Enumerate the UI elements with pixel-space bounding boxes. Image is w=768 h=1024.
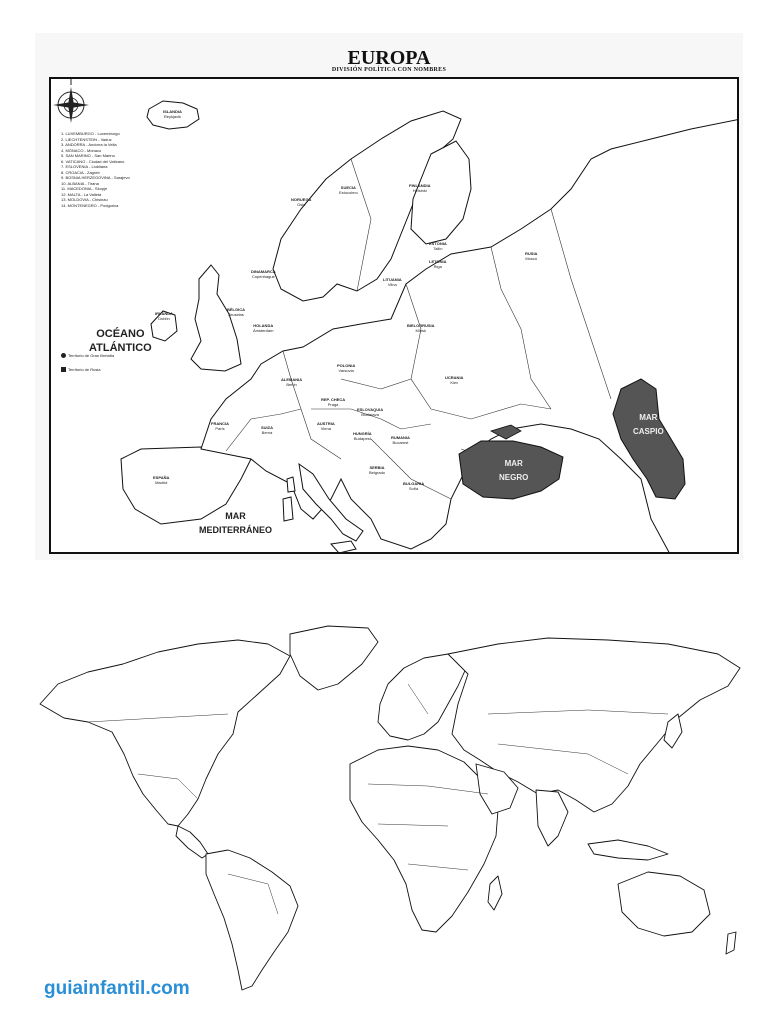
- country-label: POLONIA Varsovia: [337, 363, 356, 373]
- key-uk-territory: Territorio de Gran Bretaña: [61, 353, 114, 358]
- legend-item: 6. VATICANO - Ciudad del Vaticano: [61, 158, 125, 164]
- legend-item: 10. ALBANIA - Tirana: [61, 180, 99, 186]
- legend-item: 7. ESLOVENIA - Liubliana: [61, 164, 108, 169]
- country-label: ISLANDIA Reykjavik: [163, 109, 182, 119]
- country-label: REP. CHECA Praga: [321, 397, 346, 407]
- country-label: LETONIA Riga: [429, 259, 447, 269]
- country-label: SUECIA Estocolmo: [339, 185, 358, 195]
- map-subtitle: DIVISIÓN POLÍTICA CON NOMBRES: [331, 67, 447, 73]
- country-label: BÉLGICA Bruselas: [227, 307, 245, 317]
- great-britain-shape: [191, 265, 241, 371]
- country-label: ESPAÑA Madrid: [153, 475, 170, 485]
- small-countries-legend: [61, 131, 130, 208]
- sardinia-shape: [283, 497, 293, 521]
- country-label: ESLOVAQUIA Bratislava: [357, 407, 384, 417]
- mediterranean-sea-label: MAR MEDITERRÁNEO: [199, 511, 273, 535]
- country-label: ALEMANIA Berlín: [281, 377, 303, 387]
- greenland-shape: [290, 626, 378, 690]
- country-label: NORUEGA Oslo: [291, 197, 312, 207]
- country-label: ESTONIA Tallin: [429, 241, 447, 251]
- country-label: HOLANDA Ámsterdam: [253, 323, 274, 333]
- caspian-sea-label: MAR CASPIO: [633, 413, 664, 436]
- legend-item: 1. LUXEMBURGO - Luxemburgo: [61, 131, 120, 136]
- country-label: DINAMARCA Copenhague: [251, 269, 276, 279]
- central-america-shape: [176, 826, 208, 858]
- country-label: UCRANIA Kiev: [445, 375, 464, 385]
- south-america-shape: [206, 850, 298, 990]
- atlantic-ocean-label: OCÉANO ATLÁNTICO: [89, 328, 152, 354]
- country-label: FINLANDIA Helsinki: [409, 183, 431, 193]
- europe-map-frame: [49, 77, 739, 554]
- country-label: FRANCIA París: [211, 421, 229, 431]
- europe-political-map: [35, 33, 743, 560]
- country-label: RUMANIA Bucarest: [391, 435, 410, 445]
- country-label: LITUANIA Vilna: [383, 277, 402, 287]
- north-america-shape: [40, 640, 290, 826]
- legend-item: 11. MACEDONIA - Skopje: [61, 186, 108, 191]
- new-zealand-shape: [726, 932, 736, 954]
- legend-item: 3. ANDORRA - Andorra la Vella: [61, 142, 117, 147]
- legend-item: 8. CROACIA - Zagreb: [61, 169, 100, 175]
- world-outline-map: [28, 614, 748, 994]
- compass-rose-icon: [51, 79, 91, 125]
- corsica-shape: [287, 477, 295, 492]
- brand-logo-text: guiainfantil.com: [44, 978, 190, 999]
- legend-item: 2. LIECHTENSTEIN - Vaduz: [61, 136, 112, 142]
- legend-item: 13. MOLDOVIA - Chisinau: [61, 197, 108, 202]
- square-marker-icon: [61, 367, 66, 372]
- country-label: HUNGRÍA Budapest: [353, 431, 372, 441]
- legend-item: 14. MONTENEGRO - Podgorica: [61, 202, 119, 208]
- legend-item: 5. SAN MARINO - San Marino: [61, 153, 115, 158]
- map-title: EUROPA: [347, 47, 431, 69]
- country-label: AUSTRIA Viena: [317, 421, 335, 431]
- legend-item: 4. MÓNACO - Mónaco: [61, 147, 102, 153]
- legend-item: 12. MALTA - La Valleta: [61, 191, 102, 197]
- india-shape: [536, 790, 568, 846]
- country-label: BIELORRUSIA Minsk: [407, 323, 435, 333]
- legend-item: 9. BOSNIA HERZEGOVINA - Sarajevo: [61, 175, 130, 180]
- black-sea-label: MAR NEGRO: [499, 459, 529, 482]
- country-label: IRLANDA Dublín: [155, 311, 173, 321]
- australia-shape: [618, 872, 710, 936]
- madagascar-shape: [488, 876, 502, 910]
- country-label: BULGARIA Sofía: [403, 481, 425, 491]
- sicily-shape: [331, 541, 356, 553]
- country-label: SUIZA Berna: [261, 425, 273, 435]
- africa-shape: [350, 746, 498, 932]
- circle-marker-icon: [61, 353, 66, 358]
- country-label: RUSIA Moscú: [525, 251, 538, 261]
- country-label: SERBIA Belgrado: [369, 465, 386, 475]
- indonesia-shape: [588, 840, 668, 860]
- key-russia-territory: Territorio de Rusia: [61, 367, 100, 372]
